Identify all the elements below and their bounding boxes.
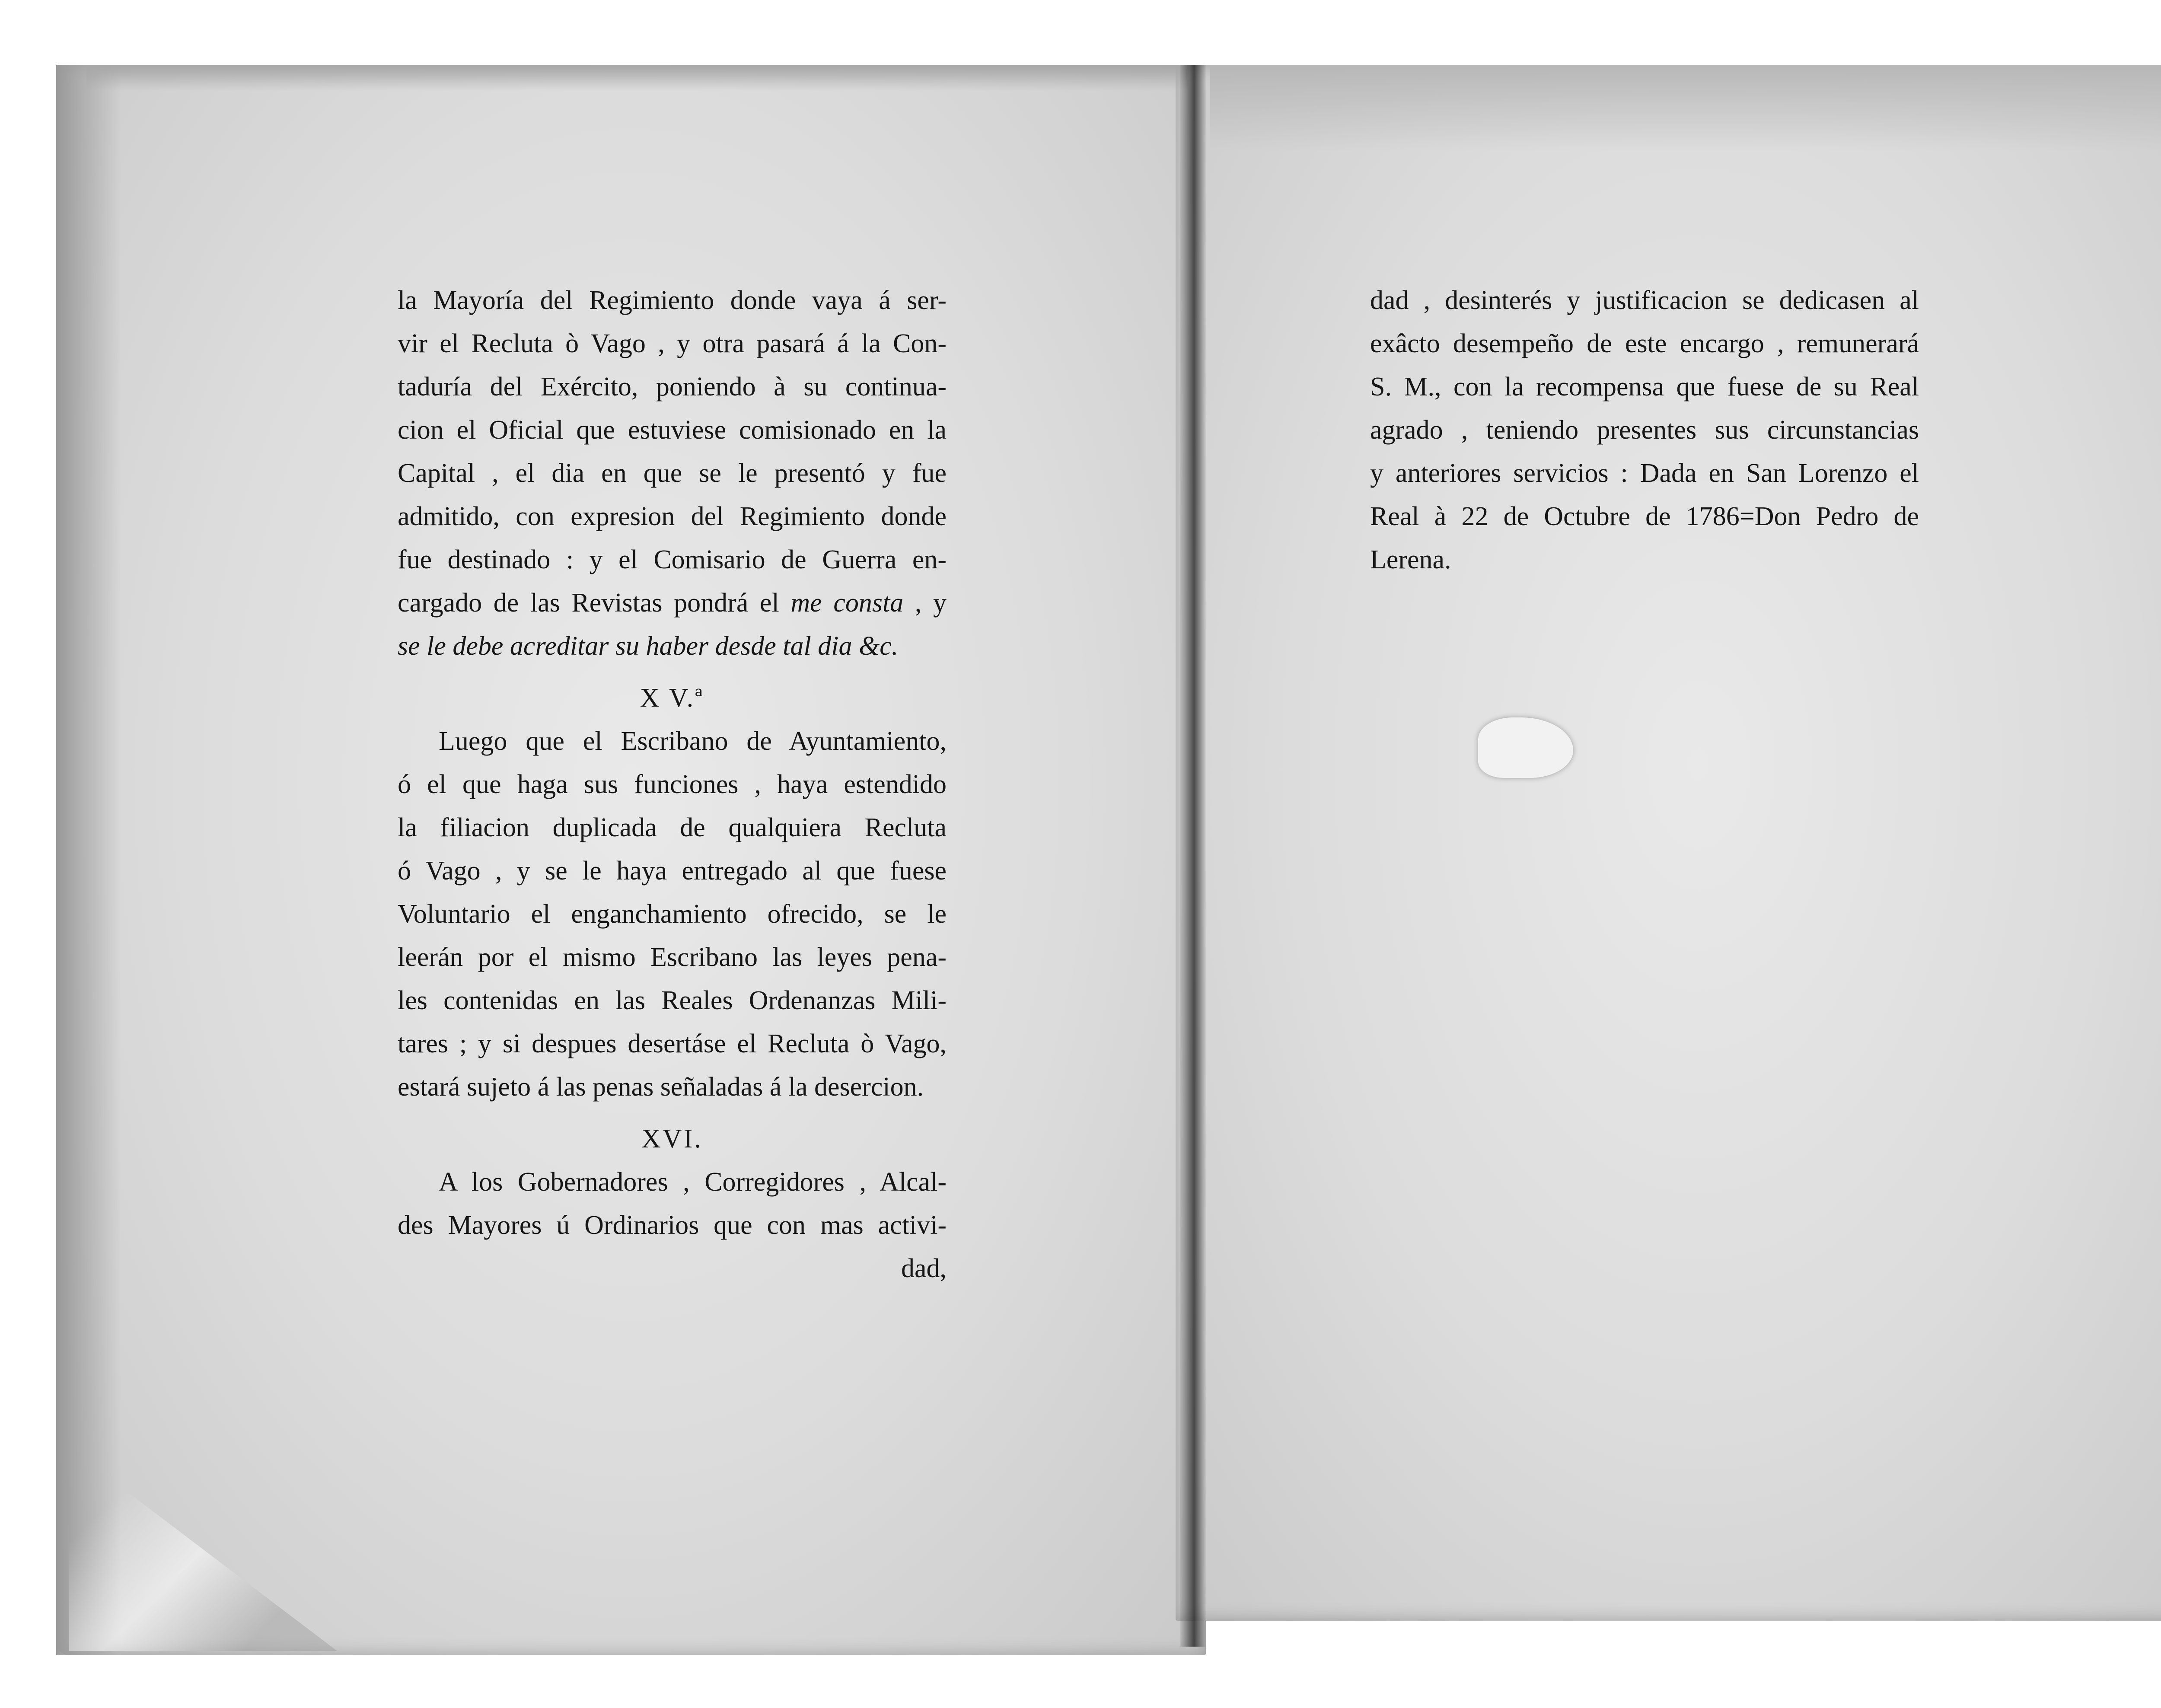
text-line: les contenidas en las Reales Ordenanzas Mili- xyxy=(398,986,947,1015)
text-line: fue destinado : y el Comisario de Guerra en- xyxy=(398,545,947,574)
text-line: A los Gobernadores , Corregidores , Alcal- xyxy=(439,1167,947,1197)
text-line: cion el Oficial que estuviese comisionado en la xyxy=(398,415,947,445)
section-heading-xvi: XVI. xyxy=(641,1124,703,1154)
text-line: Voluntario el enganchamiento ofrecido, se le xyxy=(398,899,947,929)
text-segment: cargado de las Revistas pondrá el xyxy=(398,588,779,618)
text-line: leerán por el mismo Escribano las leyes pena- xyxy=(398,943,947,972)
text-line xyxy=(398,581,947,625)
text-line: y anteriores servicios : Dada en San Lorenzo el xyxy=(1370,459,1919,488)
left-page-text xyxy=(398,279,947,1290)
catchword: dad, xyxy=(901,1254,947,1283)
text-line: ó el que haga sus funciones , haya estendido xyxy=(398,770,947,799)
book-gutter xyxy=(1180,65,1206,1647)
italic-line: se le debe acreditar su haber desde tal dia &c. xyxy=(398,631,899,661)
text-line: Lerena. xyxy=(1370,545,1451,574)
text-line: la Mayoría del Regimiento donde vaya á ser- xyxy=(398,286,947,315)
right-page-text xyxy=(1370,279,1919,581)
text-line: des Mayores ú Ordinarios que con mas activi- xyxy=(398,1211,947,1240)
left-edge-shadow xyxy=(56,65,121,1655)
text-line: Luego que el Escribano de Ayuntamiento, xyxy=(439,727,947,756)
text-line: la filiacion duplicada de qualquiera Recluta xyxy=(398,813,947,842)
text-line: dad , desinterés y justificacion se dedicasen al xyxy=(1370,286,1919,315)
text-line: Capital , el dia en que se le presentó y fue xyxy=(398,459,947,488)
text-line: Real à 22 de Octubre de 1786=Don Pedro de xyxy=(1370,502,1919,531)
text-line: exâcto desempeño de este encargo , remunerará xyxy=(1370,329,1919,358)
italic-phrase: me consta xyxy=(790,588,904,618)
text-line: estará sujeto á las penas señaladas á la desercion. xyxy=(398,1072,924,1102)
text-line: admitido, con expresion del Regimiento donde xyxy=(398,502,947,531)
top-edge-shadow-left xyxy=(86,65,1189,91)
text-line: vir el Recluta ò Vago , y otra pasará á la Con- xyxy=(398,329,947,358)
text-line: ó Vago , y se le haya entregado al que fuese xyxy=(398,856,947,886)
text-line: agrado , teniendo presentes sus circunstancias xyxy=(1370,415,1919,445)
top-edge-shadow-right xyxy=(1210,65,2161,151)
section-heading-xv: X V.ª xyxy=(640,683,704,713)
text-line: S. M., con la recompensa que fuese de su Real xyxy=(1370,372,1919,402)
text-line: tares ; y si despues desertáse el Recluta ò Vago, xyxy=(398,1029,947,1058)
text-line: taduría del Exército, poniendo à su continua- xyxy=(398,372,947,402)
text-segment: , y xyxy=(915,588,947,618)
